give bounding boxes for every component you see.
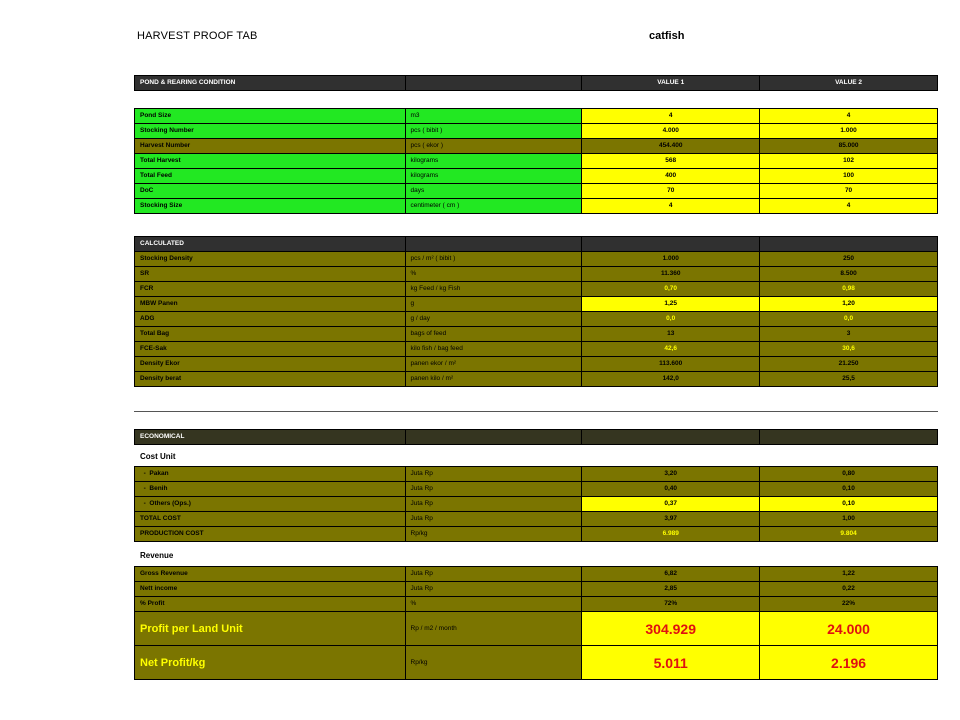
value2-cell[interactable]: 25,5 [760, 372, 938, 387]
value1-cell[interactable]: 113.600 [582, 357, 760, 372]
row-label[interactable]: Stocking Size [135, 199, 406, 214]
value1-cell[interactable]: 4.000 [582, 124, 760, 139]
value1-cell[interactable]: 70 [582, 184, 760, 199]
value2-cell[interactable]: 0,22 [760, 582, 938, 597]
row-label[interactable]: Net Profit/kg [135, 646, 406, 680]
header-blank[interactable] [760, 430, 938, 445]
row-label[interactable]: - Benih [135, 482, 406, 497]
table-row [135, 199, 938, 214]
table-row [135, 184, 938, 199]
value1-cell[interactable]: 0,70 [582, 282, 760, 297]
value2-cell[interactable]: 0,10 [760, 482, 938, 497]
value2-cell[interactable]: 8.500 [760, 267, 938, 282]
row-label[interactable]: ADG [135, 312, 406, 327]
row-label[interactable]: Pond Size [135, 109, 406, 124]
header-blank[interactable] [582, 430, 760, 445]
row-unit[interactable]: Juta Rp [405, 512, 582, 527]
revenue-label: Revenue [140, 551, 174, 560]
table-row [135, 139, 938, 154]
calculated-header[interactable]: CALCULATED [135, 237, 406, 252]
cost-unit-label: Cost Unit [140, 452, 176, 461]
row-unit[interactable]: pcs ( bibit ) [405, 124, 582, 139]
row-unit[interactable]: Juta Rp [405, 582, 582, 597]
value1-cell[interactable]: 11.360 [582, 267, 760, 282]
row-unit[interactable]: pcs / m² ( bibit ) [405, 252, 582, 267]
table-row [135, 124, 938, 139]
header-blank[interactable] [405, 237, 582, 252]
cost-table [134, 466, 938, 542]
table-row [135, 312, 938, 327]
table-row [135, 467, 938, 482]
value2-cell[interactable]: 21.250 [760, 357, 938, 372]
value1-cell[interactable]: 568 [582, 154, 760, 169]
row-unit[interactable]: panen kilo / m² [405, 372, 582, 387]
economical-header[interactable]: ECONOMICAL [135, 430, 406, 445]
table-row [135, 597, 938, 612]
value2-cell[interactable]: 0,80 [760, 467, 938, 482]
value2-cell[interactable]: 0,10 [760, 497, 938, 512]
row-unit[interactable]: bags of feed [405, 327, 582, 342]
row-label[interactable]: Harvest Number [135, 139, 406, 154]
sheet-subject: catfish [649, 30, 685, 42]
economical-header-table [134, 429, 938, 445]
revenue-table [134, 566, 938, 680]
row-label[interactable]: TOTAL COST [135, 512, 406, 527]
table-row [135, 497, 938, 512]
value1-cell[interactable]: 6.989 [582, 527, 760, 542]
row-unit[interactable]: g / day [405, 312, 582, 327]
row-label[interactable]: Total Feed [135, 169, 406, 184]
row-unit[interactable]: days [405, 184, 582, 199]
row-label[interactable]: PRODUCTION COST [135, 527, 406, 542]
row-label[interactable]: Density Ekor [135, 357, 406, 372]
value2-cell[interactable]: 30,6 [760, 342, 938, 357]
value1-cell[interactable]: 400 [582, 169, 760, 184]
value1-cell[interactable]: 4 [582, 109, 760, 124]
section-divider [134, 411, 938, 412]
table-row [135, 109, 938, 124]
header-blank[interactable] [582, 237, 760, 252]
value1-cell[interactable]: 1.000 [582, 252, 760, 267]
table-row [135, 527, 938, 542]
value2-cell[interactable]: 1,00 [760, 512, 938, 527]
row-label[interactable]: Profit per Land Unit [135, 612, 406, 646]
value1-cell[interactable]: 142,0 [582, 372, 760, 387]
value2-cell[interactable]: 100 [760, 169, 938, 184]
value2-header[interactable]: VALUE 2 [760, 76, 938, 91]
value1-cell[interactable]: 4 [582, 199, 760, 214]
value1-cell[interactable]: 5.011 [582, 646, 760, 680]
value2-cell[interactable]: 1,22 [760, 567, 938, 582]
row-label[interactable]: SR [135, 267, 406, 282]
value2-cell[interactable]: 1.000 [760, 124, 938, 139]
economical-header-row [135, 430, 938, 445]
value1-cell[interactable]: 0,40 [582, 482, 760, 497]
pond-header-unit[interactable] [405, 76, 582, 91]
value2-cell[interactable]: 3 [760, 327, 938, 342]
value1-cell[interactable]: 13 [582, 327, 760, 342]
value2-cell[interactable]: 70 [760, 184, 938, 199]
value2-cell[interactable]: 85.000 [760, 139, 938, 154]
row-unit[interactable]: kilograms [405, 154, 582, 169]
table-row [135, 582, 938, 597]
table-row [135, 612, 938, 646]
row-label[interactable]: Gross Revenue [135, 567, 406, 582]
row-label[interactable]: Density berat [135, 372, 406, 387]
value1-cell[interactable]: 3,20 [582, 467, 760, 482]
table-row [135, 327, 938, 342]
value1-header[interactable]: VALUE 1 [582, 76, 760, 91]
value1-cell[interactable]: 0,37 [582, 497, 760, 512]
value2-cell[interactable]: 0,0 [760, 312, 938, 327]
table-row [135, 267, 938, 282]
row-unit[interactable]: Rp/kg [405, 646, 582, 680]
value2-cell[interactable]: 250 [760, 252, 938, 267]
value1-cell[interactable]: 454.400 [582, 139, 760, 154]
value2-cell[interactable]: 102 [760, 154, 938, 169]
row-unit[interactable]: centimeter ( cm ) [405, 199, 582, 214]
row-unit[interactable]: Juta Rp [405, 467, 582, 482]
row-unit[interactable]: pcs ( ekor ) [405, 139, 582, 154]
value2-cell[interactable]: 22% [760, 597, 938, 612]
row-label[interactable]: - Others (Ops.) [135, 497, 406, 512]
value1-cell[interactable]: 1,25 [582, 297, 760, 312]
row-unit[interactable]: Juta Rp [405, 497, 582, 512]
value1-cell[interactable]: 0,0 [582, 312, 760, 327]
value2-cell[interactable]: 4 [760, 199, 938, 214]
value2-cell[interactable]: 9.804 [760, 527, 938, 542]
pond-header-label[interactable]: POND & REARING CONDITION [135, 76, 406, 91]
table-row [135, 154, 938, 169]
table-row [135, 252, 938, 267]
row-label[interactable]: - Pakan [135, 467, 406, 482]
value2-cell[interactable]: 2.196 [760, 646, 938, 680]
row-unit[interactable]: kg Feed / kg Fish [405, 282, 582, 297]
row-unit[interactable]: kilograms [405, 169, 582, 184]
row-label[interactable]: Stocking Number [135, 124, 406, 139]
pond-header-table [134, 75, 938, 91]
table-row [135, 357, 938, 372]
table-row [135, 567, 938, 582]
calculated-header-row [135, 237, 938, 252]
table-row [135, 169, 938, 184]
pond-header-row [135, 76, 938, 91]
table-row [135, 297, 938, 312]
row-unit[interactable]: % [405, 597, 582, 612]
table-row [135, 512, 938, 527]
row-label[interactable]: DoC [135, 184, 406, 199]
row-label[interactable]: FCE-Sak [135, 342, 406, 357]
table-row [135, 342, 938, 357]
header-blank[interactable] [760, 237, 938, 252]
table-row [135, 282, 938, 297]
row-label[interactable]: Stocking Density [135, 252, 406, 267]
row-label[interactable]: Total Bag [135, 327, 406, 342]
table-row [135, 646, 938, 680]
value2-cell[interactable]: 4 [760, 109, 938, 124]
row-unit[interactable]: g [405, 297, 582, 312]
row-label[interactable]: FCR [135, 282, 406, 297]
table-row [135, 372, 938, 387]
value1-cell[interactable]: 72% [582, 597, 760, 612]
row-label[interactable]: MBW Panen [135, 297, 406, 312]
row-label[interactable]: % Profit [135, 597, 406, 612]
row-unit[interactable]: panen ekor / m² [405, 357, 582, 372]
row-unit[interactable]: Juta Rp [405, 482, 582, 497]
value2-cell[interactable]: 24.000 [760, 612, 938, 646]
row-unit[interactable]: kilo fish / bag feed [405, 342, 582, 357]
sheet-title: HARVEST PROOF TAB [137, 30, 258, 42]
value1-cell[interactable]: 304.929 [582, 612, 760, 646]
pond-table [134, 108, 938, 214]
table-row [135, 482, 938, 497]
value2-cell[interactable]: 0,98 [760, 282, 938, 297]
header-blank[interactable] [405, 430, 582, 445]
row-unit[interactable]: % [405, 267, 582, 282]
row-unit[interactable]: m3 [405, 109, 582, 124]
row-label[interactable]: Nett income [135, 582, 406, 597]
row-unit[interactable]: Rp / m2 / month [405, 612, 582, 646]
value1-cell[interactable]: 6,82 [582, 567, 760, 582]
value1-cell[interactable]: 42,6 [582, 342, 760, 357]
calculated-table [134, 236, 938, 387]
row-unit[interactable]: Rp/kg [405, 527, 582, 542]
row-unit[interactable]: Juta Rp [405, 567, 582, 582]
value1-cell[interactable]: 2,85 [582, 582, 760, 597]
value1-cell[interactable]: 3,97 [582, 512, 760, 527]
row-label[interactable]: Total Harvest [135, 154, 406, 169]
value2-cell[interactable]: 1,20 [760, 297, 938, 312]
